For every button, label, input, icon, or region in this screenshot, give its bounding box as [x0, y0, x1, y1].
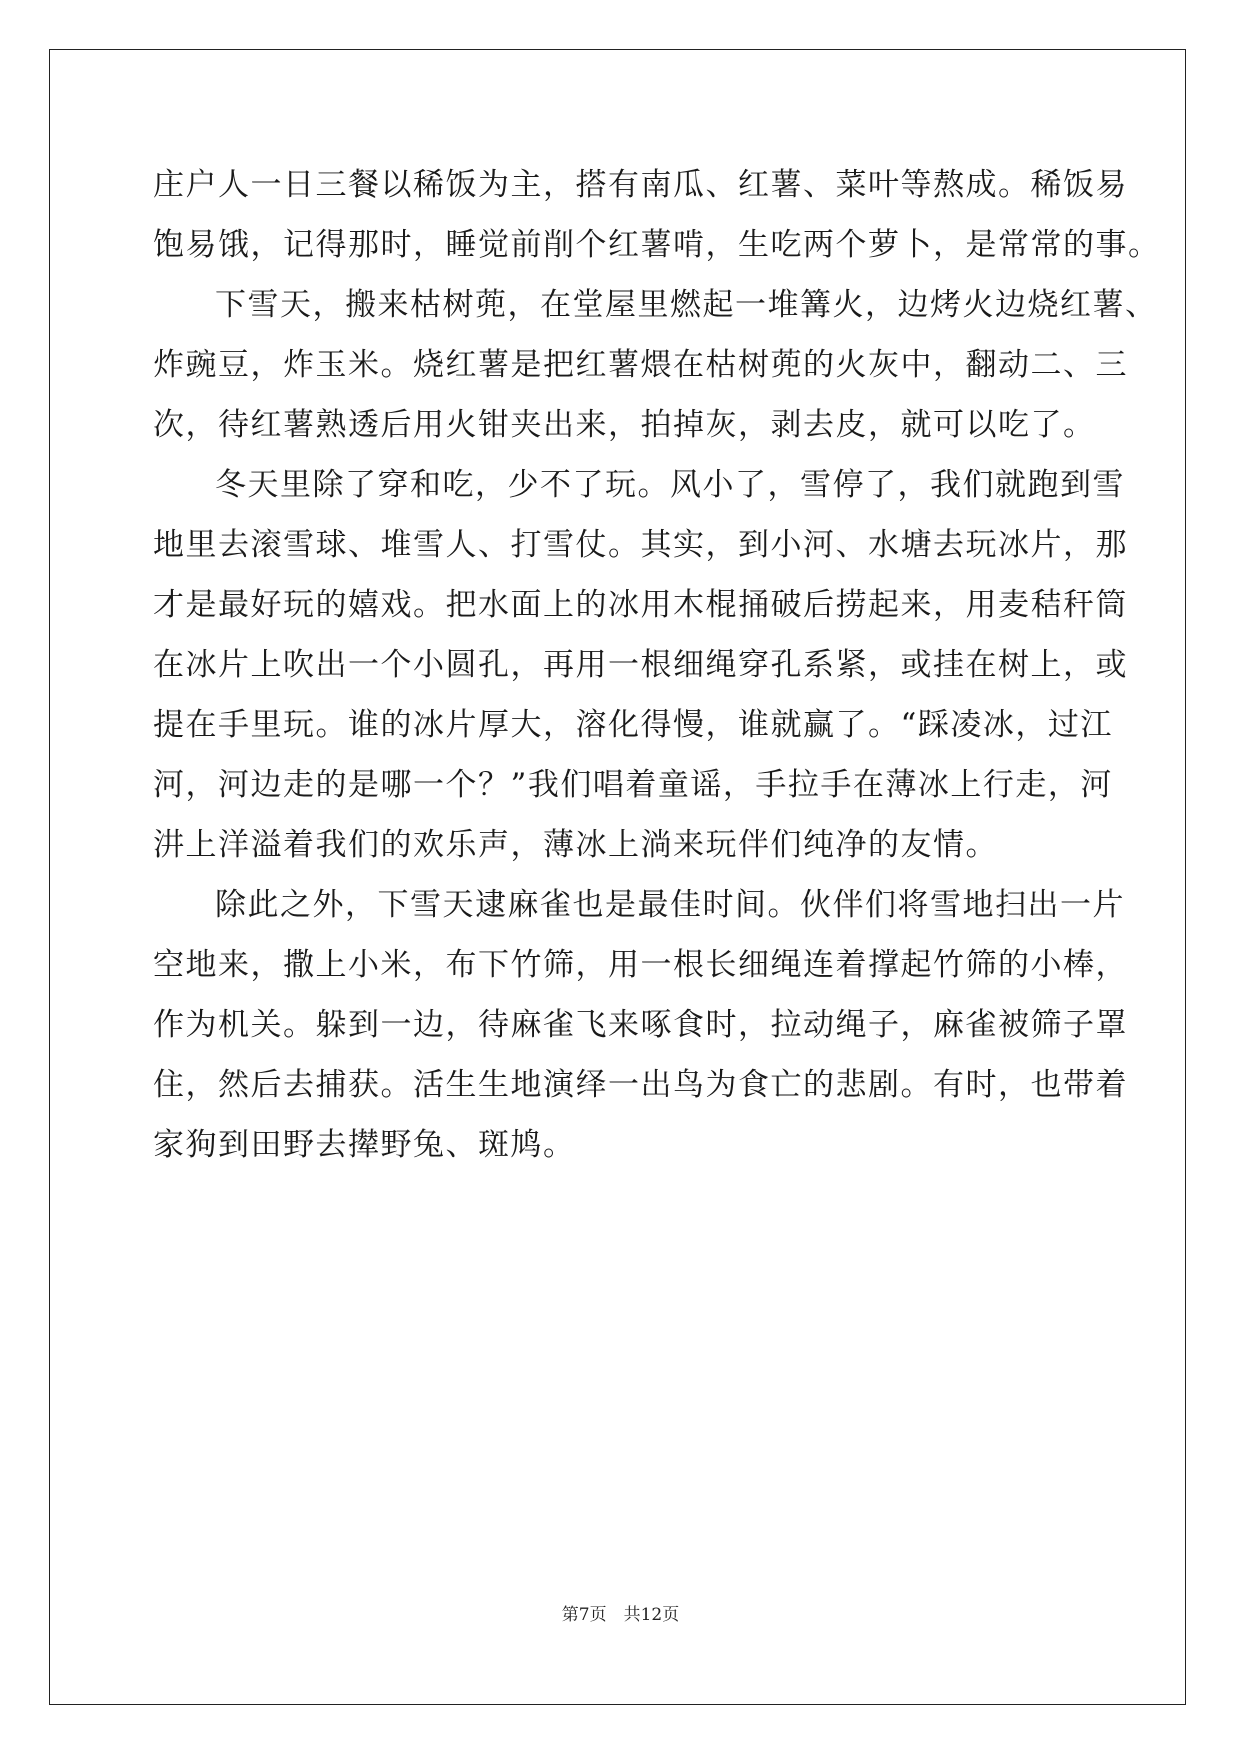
text-line: 住，然后去捕获。活生生地演绎一出鸟为食亡的悲剧。有时，也带着 [153, 1067, 1128, 1103]
text-line: 庄户人一日三餐以稀饭为主，搭有南瓜、红薯、菜叶等熬成。稀饭易 [153, 167, 1128, 203]
text-line: 提在手里玩。谁的冰片厚大，溶化得慢，谁就赢了。“踩凌冰，过江 [153, 707, 1113, 743]
text-line: 冬天里除了穿和吃，少不了玩。风小了，雪停了，我们就跑到雪 [215, 467, 1125, 503]
text-line: 除此之外，下雪天逮麻雀也是最佳时间。伙伴们将雪地扫出一片 [215, 887, 1125, 923]
text-line: 空地来，撒上小米，布下竹筛，用一根长细绳连着撑起竹筛的小棒， [153, 947, 1128, 983]
text-line: 在冰片上吹出一个小圆孔，再用一根细绳穿孔系紧，或挂在树上，或 [153, 647, 1128, 683]
text-line: 饱易饿，记得那时，睡觉前削个红薯啃，生吃两个萝卜，是常常的事。 [153, 227, 1161, 263]
page-number-footer: 第7页 共12页 [561, 1605, 680, 1625]
text-line: 下雪天，搬来枯树蔸，在堂屋里燃起一堆篝火，边烤火边烧红薯、 [215, 287, 1158, 323]
text-line: 次，待红薯熟透后用火钳夹出来，拍掉灰，剥去皮，就可以吃了。 [153, 407, 1096, 443]
text-line: 河，河边走的是哪一个？”我们唱着童谣，手拉手在薄冰上行走，河 [153, 767, 1113, 803]
text-line: 家狗到田野去撵野兔、斑鸠。 [153, 1127, 576, 1163]
text-line: 作为机关。躲到一边，待麻雀飞来啄食时，拉动绳子，麻雀被筛子罩 [153, 1007, 1128, 1043]
document-body [153, 155, 1161, 1175]
text-line: 地里去滚雪球、堆雪人、打雪仗。其实，到小河、水塘去玩冰片，那 [153, 527, 1128, 563]
text-line: 炸豌豆，炸玉米。烧红薯是把红薯煨在枯树蔸的火灰中，翻动二、三 [153, 347, 1128, 383]
text-line: 汫上洋溢着我们的欢乐声，薄冰上淌来玩伴们纯净的友情。 [153, 827, 998, 863]
text-line: 才是最好玩的嬉戏。把水面上的冰用木棍捅破后捞起来，用麦秸秆筒 [153, 587, 1128, 623]
